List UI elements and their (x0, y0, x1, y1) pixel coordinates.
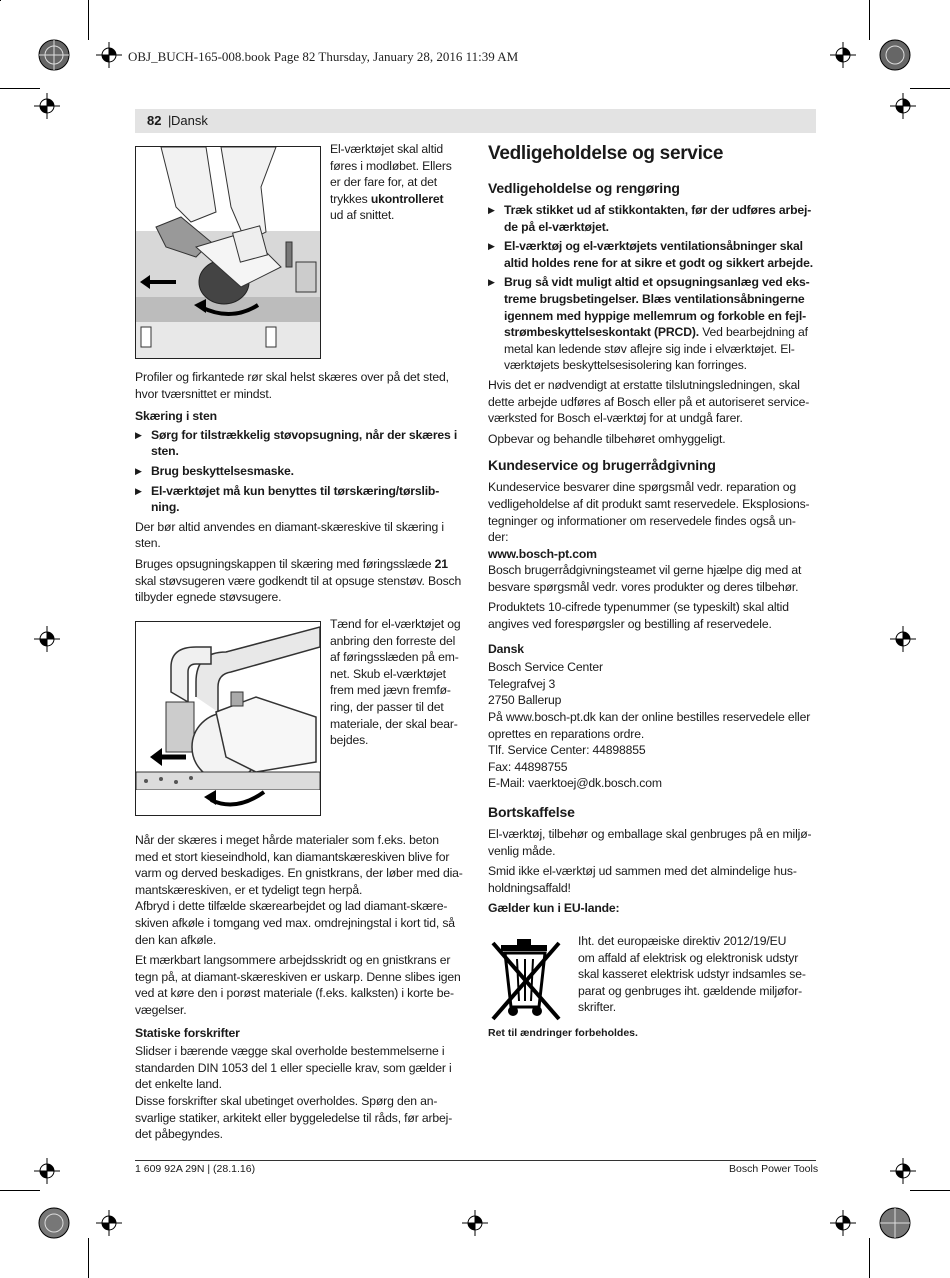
footer-brand: Bosch Power Tools (729, 1163, 819, 1175)
eu-paragraph: Iht. det europæiske direktiv 2012/19/EU om affald af elektrisk og elektronisk udstyr skal kasseret elektrisk udstyr indsamles se- parat og genbruges iht. gældende miljøfor- skrifter. (578, 934, 806, 1015)
registration-circle-icon (878, 38, 912, 72)
crop-line-bottom-right-h (910, 1190, 950, 1191)
header-separator: | (168, 113, 172, 128)
heading-country: Dansk (488, 641, 524, 656)
crop-mark (0, 0, 1, 1)
print-info: OBJ_BUCH-165-008.book Page 82 Thursday, January 28, 2016 11:39 AM (128, 49, 519, 64)
paragraph-disposal: El-værktøj, tilbehør og emballage skal genbruges på en miljø- venlig måde. (488, 827, 812, 858)
left-column (135, 369, 465, 610)
paragraph-type-number: Produktets 10-cifrede typenummer (se typeskilt) skal altid angives ved forespørgsler og bestilling af reservedele. (488, 600, 789, 632)
registration-crosshair-icon (34, 93, 60, 119)
registration-crosshair-icon (890, 626, 916, 652)
crop-line-bottom-left-v (88, 1238, 89, 1278)
paragraph-slow-work: Et mærkbart langsommere arbejdsskridt og en gnistkrans er tegn på, at diamant-skæreskiven er uskarp. Denne slibes igen ved at køre den i porøst materiale (f.eks. kalksten) i korte be- vægelser. (135, 953, 461, 1017)
crop-line-bottom-right-v (869, 1238, 870, 1278)
registration-crosshair-icon (34, 626, 60, 652)
figure-guide-carriage (135, 621, 321, 816)
figure-grinder-cutting (135, 146, 321, 359)
crop-line-bottom-left-h (0, 1190, 40, 1191)
section-title: Vedligeholdelse og service (488, 143, 724, 164)
registration-crosshair-icon (830, 1210, 856, 1236)
paragraph-diamond: Der bør altid anvendes en diamant-skæreskive til skæring i sten. (135, 519, 444, 551)
paragraph-cable: Hvis det er nødvendigt at erstatte tilslutningsledningen, skal dette arbejde udføres af Bosch eller på et autoriseret service- værksted for Bosch el-værktøj for at undgå farer. (488, 377, 810, 426)
left-column-lower (135, 832, 465, 1147)
footer-doc-id: 1 609 92A 29N | (28.1.16) (135, 1163, 256, 1175)
bullet-dust: ▶ Sørg for tilstrækkelig støvopsugning, når der skæres i sten. (135, 427, 465, 460)
crop-line-top-left-v (88, 0, 89, 40)
bullet-mask: ▶ Brug beskyttelsesmaske. (135, 463, 465, 480)
bullet-extraction: ▶ Brug så vidt muligt altid et opsugningsanlæg ved eks- treme brugsbetingelser. Blæs ventilationsåbningerne igennem med hyppige mellemrum og forkoble en fejl- strømbeskyttelseskontakt (PRCD). Ved bearbejdning af metal kan ledende støv aflejre sig inde i elværktøjet. El- værktøjets beskyttelsesisolering kan forringes. (488, 274, 818, 374)
paragraph-cs: Kundeservice besvarer dine spørgsmål vedr. reparation og vedligeholdelse af dit produkt samt reservedele. Eksplosions- tegninger og informationer om reservedele findes også un- der: (488, 480, 810, 545)
registration-crosshair-icon (462, 1210, 488, 1236)
cs-url-link[interactable]: www.bosch-pt.com (488, 546, 597, 561)
crossed-bin-icon (487, 935, 567, 1023)
paragraph-profiles: Profiler og firkantede rør skal helst skæres over på det sted, hvor tværsnittet er mindst. (135, 370, 449, 401)
heading-eu: Gælder kun i EU-lande: (488, 901, 620, 916)
heading-stone: Skæring i sten (135, 409, 217, 424)
heading-static: Statiske forskrifter (135, 1025, 240, 1040)
paragraph-storage: Opbevar og behandle tilbehøret omhyggeligt. (488, 431, 726, 446)
page-header-bar (135, 109, 816, 133)
address-block: Bosch Service Center Telegrafvej 3 2750 Ballerup På www.bosch-pt.dk kan der online bestilles reservedele eller oprettes en reparations ordre. Tlf. Service Center: 44898855 Fax: 44898755 E-Mail: vaerktoej@dk.bosch.com (488, 660, 811, 791)
heading-maintenance: Vedligeholdelse og rengøring (488, 180, 680, 196)
heading-disposal: Bortskaffelse (488, 804, 575, 820)
bullet-keep-clean: ▶ El-værktøj og el-værktøjets ventilationsåbninger skal altid holdes rene for at sikre et godt og sikkert arbejde. (488, 238, 818, 271)
registration-crosshair-icon (830, 42, 856, 68)
crop-line-top-left-h (0, 88, 40, 89)
crop-line-top-right-v (869, 0, 870, 40)
bullet-unplug: ▶ Træk stikket ud af stikkontakten, før der udføres arbej- de på el-værktøjet. (488, 202, 818, 235)
registration-circle-icon (37, 1206, 71, 1240)
changes-notice: Ret til ændringer forbeholdes. (488, 1027, 638, 1039)
registration-circle-icon (37, 38, 71, 72)
registration-crosshair-icon (96, 1210, 122, 1236)
heading-customer-service: Kundeservice og brugerrådgivning (488, 457, 716, 474)
right-column (488, 142, 818, 919)
figure1-caption: El-værktøjet skal altid føres i modløbet. Ellers er der fare for, at det trykkes ukontrolleret ud af snittet. (330, 142, 452, 223)
figure2-caption: Tænd for el-værktøjet og anbring den forreste del af føringsslæden på em- net. Skub el-værktøjet frem med jævn fremfø- ring, der passer til det materiale, der skal bear- bejdes. (330, 617, 461, 748)
registration-crosshair-icon (96, 42, 122, 68)
footer-rule (135, 1160, 816, 1161)
registration-crosshair-icon (890, 93, 916, 119)
registration-crosshair-icon (34, 1158, 60, 1184)
page-number: 82 (147, 113, 162, 128)
header-language: Dansk (171, 113, 208, 128)
paragraph-household: Smid ikke el-værktøj ud sammen med det almindelige hus- holdningsaffald! (488, 864, 797, 895)
registration-circle-icon (878, 1206, 912, 1240)
paragraph-cs-team: Bosch brugerrådgivningsteamet vil gerne hjælpe dig med at besvare spørgsmål vedr. vores produkter og deres tilbehør. (488, 563, 802, 594)
registration-crosshair-icon (890, 1158, 916, 1184)
bullet-dry-cutting: ▶ El-værktøjet må kun benyttes til tørskæring/tørslib- ning. (135, 483, 465, 516)
paragraph-static: Slidser i bærende vægge skal overholde bestemmelserne i standarden DIN 1053 del 1 eller specielle krav, som gælder i det enkelte land. Disse forskrifter skal ubetinget overholdes. Spørg den an- svarlige statiker, arkitekt eller byggeledelse til råds, før arbej- det påbegyndes. (135, 1044, 453, 1142)
crop-line-top-right-h (910, 88, 950, 89)
paragraph-hard-materials: Når der skæres i meget hårde materialer som f.eks. beton med et stort kieseindhold, kan diamantskæreskiven blive for varm og derved beskadiges. En gnistkrans, der løber med dia- mantskæreskiven, er et tydeligt tegn herpå. Afbryd i dette tilfælde skærearbejdet og lad diamant-skære- skiven afkøle i tomgang ved max. omdrejningstal i kort tid, så den kan afkøle. (135, 833, 463, 947)
paragraph-suction: Bruges opsugningskappen til skæring med føringsslæde 21 skal støvsugeren være godkendt til at opsuge stenstøv. Bosch tilbyder egnede støvsugere. (135, 556, 462, 605)
